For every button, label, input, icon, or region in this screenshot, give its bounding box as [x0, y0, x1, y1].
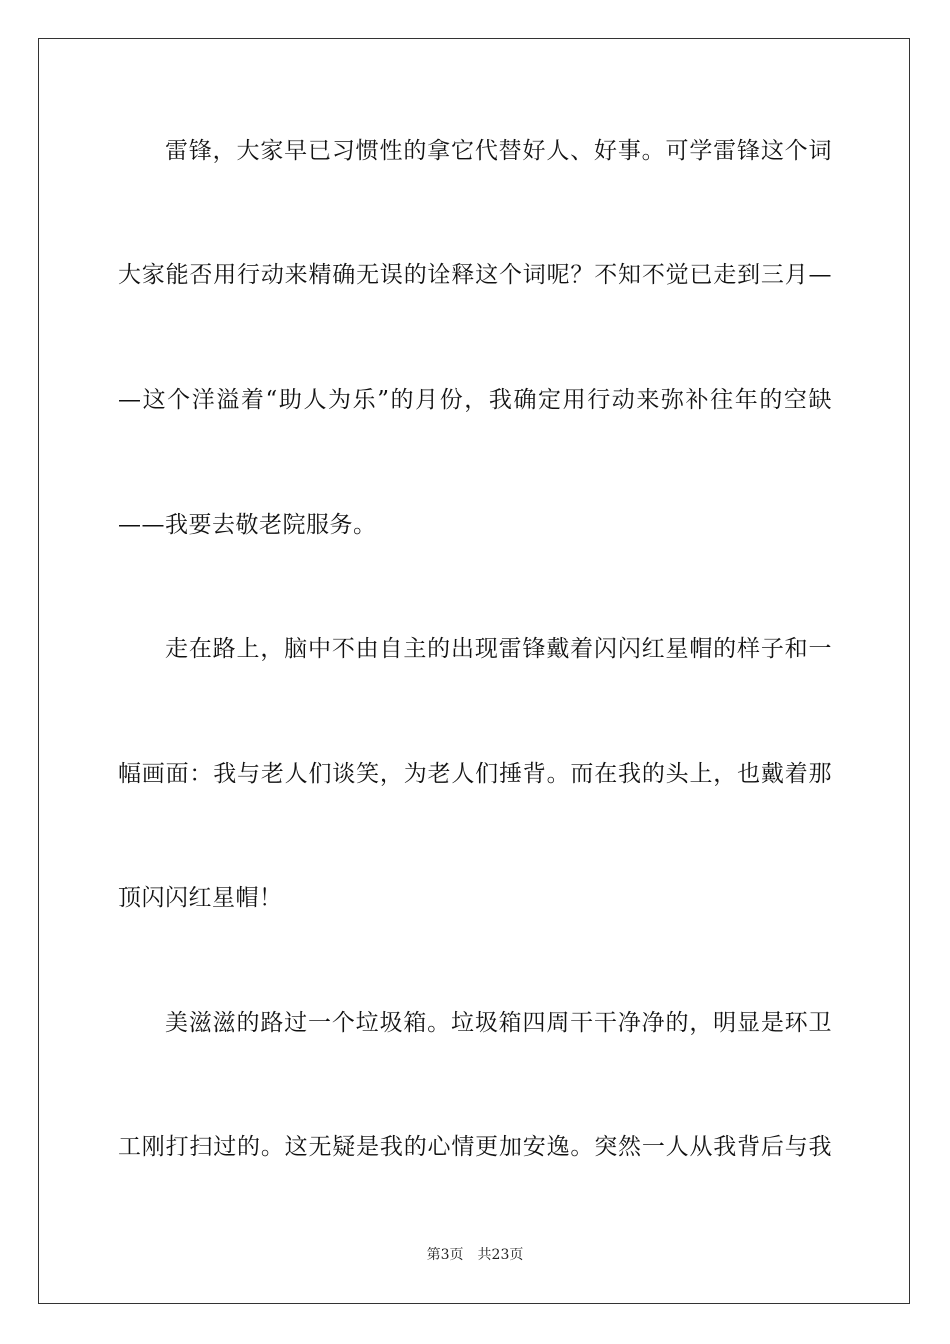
body-text-line: 雷锋，大家早已习惯性的拿它代替好人、好事。可学雷锋这个词	[165, 138, 832, 164]
page-number: 第3页	[426, 1247, 464, 1263]
body-text-line: 美滋滋的路过一个垃圾箱。垃圾箱四周干干净净的，明显是环卫	[165, 1010, 832, 1036]
page-total: 共23页	[477, 1247, 524, 1263]
body-text-line: 工刚打扫过的。这无疑是我的心情更加安逸。突然一人从我背后与我	[118, 1134, 832, 1160]
page-footer	[0, 1245, 950, 1265]
body-text-line: —这个洋溢着“助人为乐”的月份，我确定用行动来弥补往年的空缺	[118, 387, 832, 413]
body-text-line: 走在路上，脑中不由自主的出现雷锋戴着闪闪红星帽的样子和一	[165, 636, 832, 662]
body-text-line: 幅画面：我与老人们谈笑，为老人们捶背。而在我的头上，也戴着那	[118, 761, 832, 787]
body-text-line: 顶闪闪红星帽！	[118, 885, 283, 911]
body-text-line: 大家能否用行动来精确无误的诠释这个词呢？不知不觉已走到三月—	[118, 262, 832, 288]
page-border	[38, 38, 910, 1304]
body-text-line: ——我要去敬老院服务。	[118, 512, 377, 538]
